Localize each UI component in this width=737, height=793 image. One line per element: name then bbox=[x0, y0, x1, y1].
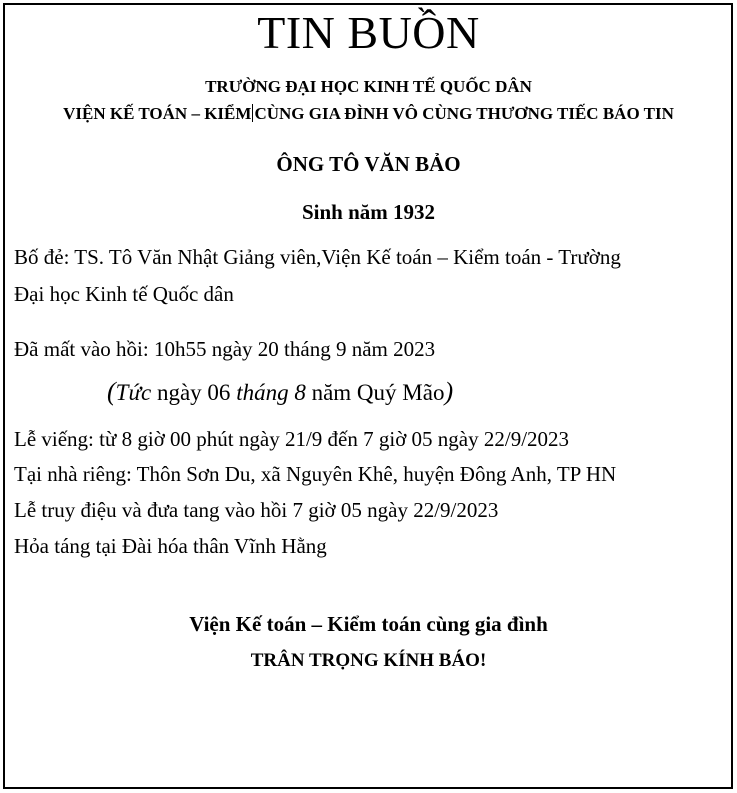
lunar-rest: năm Quý Mão bbox=[305, 380, 445, 405]
notice-title: TIN BUỒN bbox=[257, 7, 480, 58]
cremation-place: Hỏa táng tại Đài hóa thân Vĩnh Hằng bbox=[14, 534, 327, 558]
father-line-1: Bố đẻ: TS. Tô Văn Nhật Giảng viên,Viện Kế toán – Kiểm toán - Trường bbox=[14, 245, 621, 269]
lunar-tuc: Tức bbox=[115, 380, 152, 405]
lunar-close-paren: ) bbox=[444, 377, 454, 406]
org-line-institute bbox=[0, 104, 737, 124]
lunar-open-paren: ( bbox=[107, 377, 116, 406]
lunar-ngay: ngày 06 bbox=[151, 380, 237, 405]
lunar-date bbox=[107, 377, 453, 408]
father-line-2: Đại học Kinh tế Quốc dân bbox=[14, 282, 234, 306]
org-line-university: TRƯỜNG ĐẠI HỌC KINH TẾ QUỐC DÂN bbox=[205, 77, 532, 96]
closing-line-2: TRÂN TRỌNG KÍNH BÁO! bbox=[250, 650, 487, 671]
deceased-name: ÔNG TÔ VĂN BẢO bbox=[276, 152, 461, 176]
viewing-time: Lễ viếng: từ 8 giờ 00 phút ngày 21/9 đến 7 giờ 05 ngày 22/9/2023 bbox=[14, 427, 570, 451]
memorial-time: Lễ truy điệu và đưa tang vào hồi 7 giờ 05 ngày 22/9/2023 bbox=[14, 498, 499, 522]
org-line-institute-part-b: CÙNG GIA ĐÌNH VÔ CÙNG THƯƠNG TIẾC BÁO TIN bbox=[254, 104, 674, 123]
viewing-location: Tại nhà riêng: Thôn Sơn Du, xã Nguyên Khê, huyện Đông Anh, TP HN bbox=[14, 462, 617, 486]
lunar-thang: tháng 8 bbox=[236, 380, 306, 405]
birth-year: Sinh năm 1932 bbox=[301, 200, 436, 224]
death-time: Đã mất vào hồi: 10h55 ngày 20 tháng 9 năm 2023 bbox=[14, 337, 436, 361]
closing-line-1: Viện Kế toán – Kiểm toán cùng gia đình bbox=[189, 612, 548, 636]
org-line-institute-part-a: VIỆN KẾ TOÁN – KIỂM bbox=[63, 104, 252, 123]
